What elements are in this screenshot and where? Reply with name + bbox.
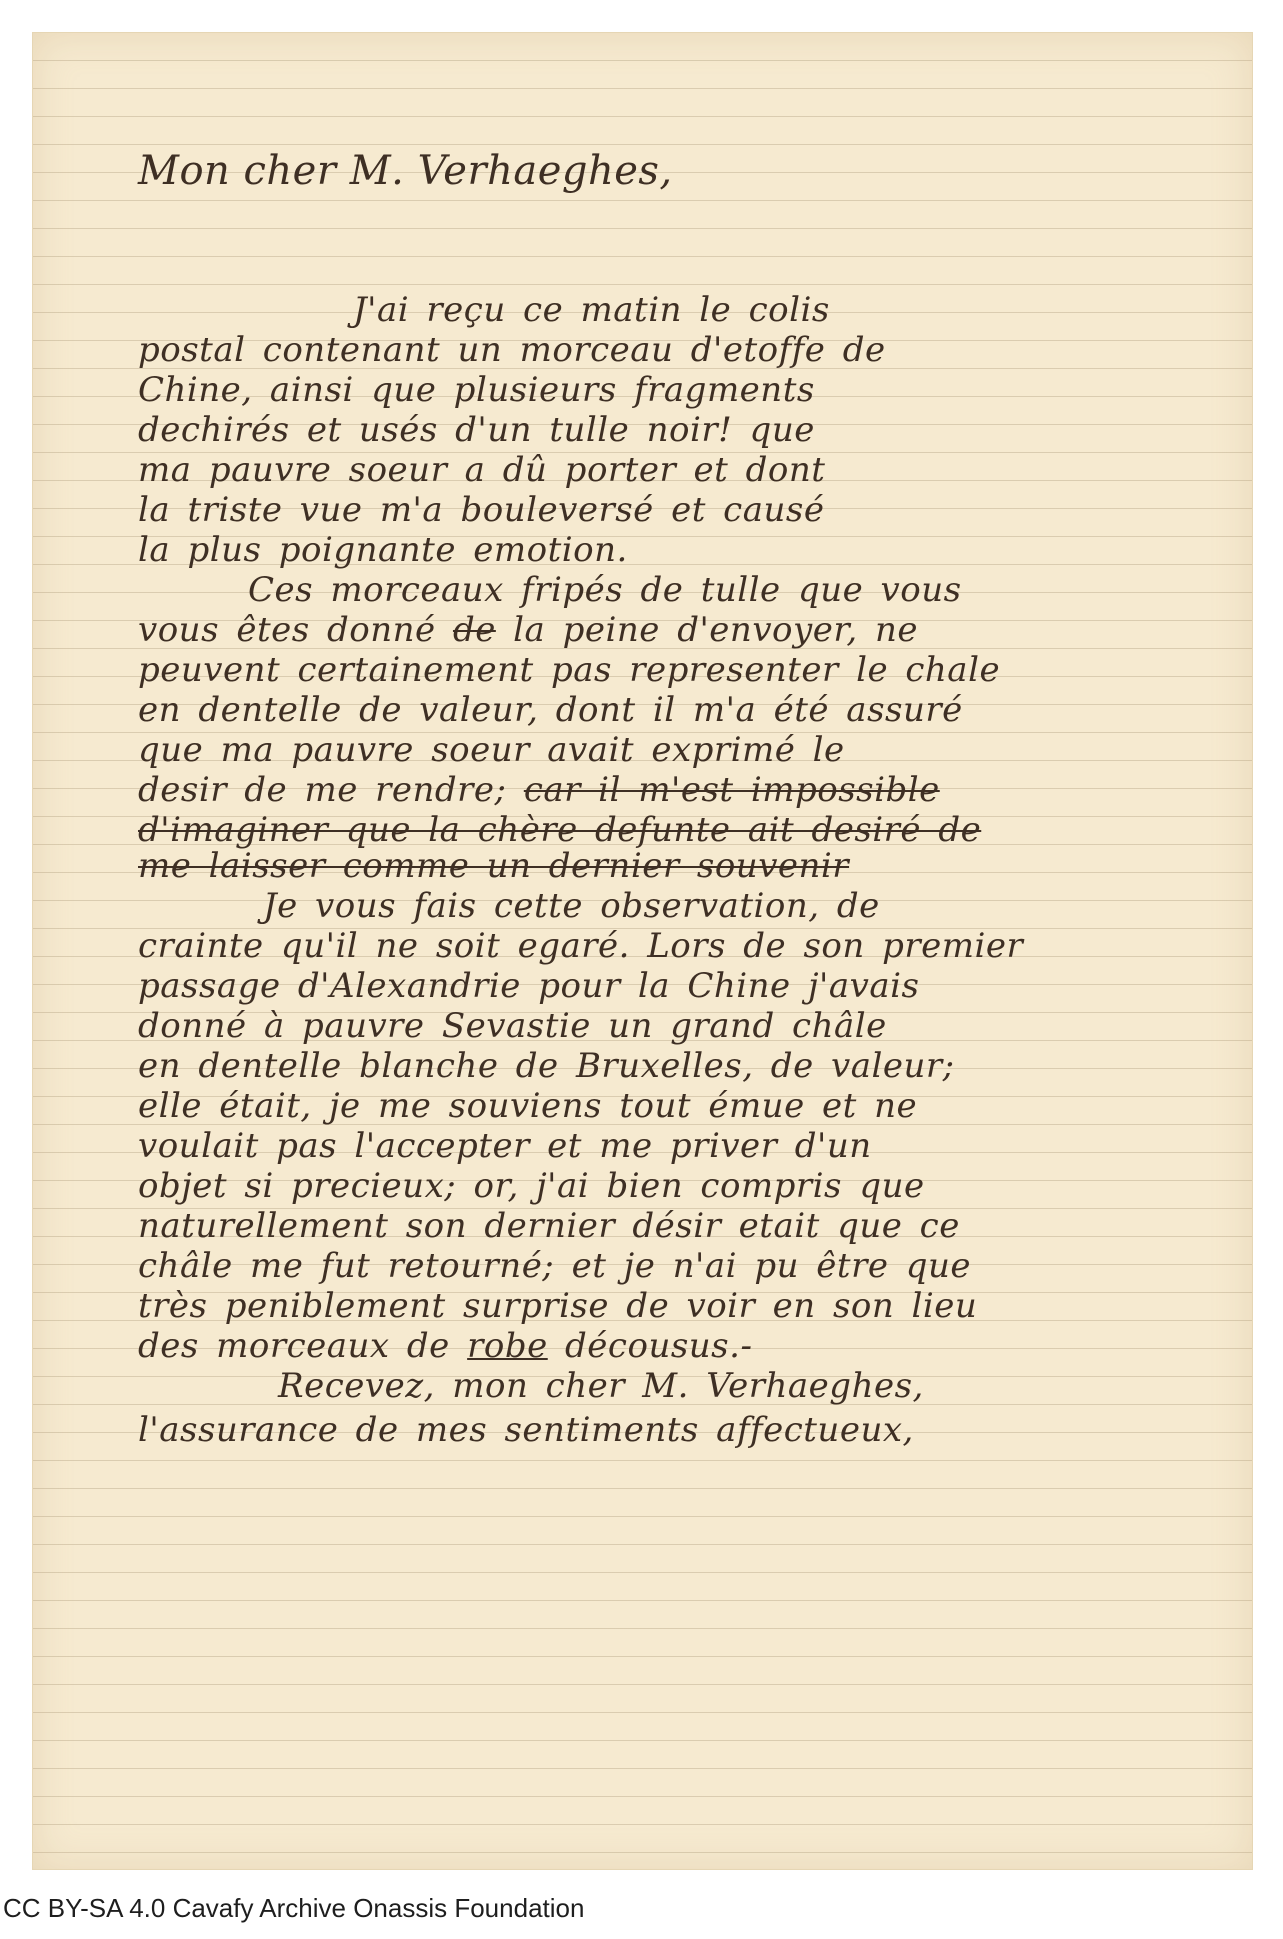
line-text: vous êtes donné bbox=[138, 610, 453, 650]
line-text: des morceaux de bbox=[138, 1326, 468, 1366]
line-text: la peine d'envoyer, ne bbox=[495, 610, 918, 650]
letter-line: la triste vue m'a bouleversé et causé bbox=[138, 490, 825, 530]
letter-salutation: Mon cher M. Verhaeghes, bbox=[138, 148, 673, 194]
letter-line bbox=[138, 846, 849, 886]
struck-through-text: d'imaginer que la chère defunte ait desiré de bbox=[138, 810, 982, 850]
underlined-word: robe bbox=[467, 1326, 548, 1366]
letter-line: très peniblement surprise de voir en son lieu bbox=[138, 1286, 978, 1326]
letter-line bbox=[138, 810, 981, 850]
letter-line: crainte qu'il ne soit egaré. Lors de son premier bbox=[138, 926, 1024, 966]
letter-line: en dentelle de valeur, dont il m'a été assuré bbox=[138, 690, 963, 730]
letter-line: elle était, je me souviens tout émue et ne bbox=[138, 1086, 918, 1126]
letter-line: Recevez, mon cher M. Verhaeghes, bbox=[278, 1366, 924, 1406]
letter-line bbox=[138, 610, 918, 650]
letter-line: voulait pas l'accepter et me priver d'un bbox=[138, 1126, 872, 1166]
letter-line: Je vous fais cette observation, de bbox=[263, 886, 880, 926]
letter-line: objet si precieux; or, j'ai bien compris que bbox=[138, 1166, 925, 1206]
letter-line: Chine, ainsi que plusieurs fragments bbox=[138, 370, 815, 410]
letter-line: que ma pauvre soeur avait exprimé le bbox=[138, 730, 845, 770]
letter-line bbox=[138, 1326, 752, 1366]
letter-line: postal contenant un morceau d'etoffe de bbox=[138, 330, 886, 370]
line-text: desir de me rendre; bbox=[138, 770, 524, 810]
struck-through-text: car il m'est impossible bbox=[523, 770, 940, 810]
letter-line bbox=[138, 770, 940, 810]
letter-line: Ces morceaux fripés de tulle que vous bbox=[248, 570, 962, 610]
letter-line: peuvent certainement pas representer le chale bbox=[138, 650, 1001, 690]
line-text: décousus.- bbox=[547, 1326, 753, 1366]
letter-line: dechirés et usés d'un tulle noir! que bbox=[138, 410, 815, 450]
letter-line: châle me fut retourné; et je n'ai pu être que bbox=[138, 1246, 972, 1286]
letter-line: donné à pauvre Sevastie un grand châle bbox=[138, 1006, 887, 1046]
license-caption: CC BY-SA 4.0 Cavafy Archive Onassis Foundation bbox=[3, 1893, 585, 1923]
struck-through-text: de bbox=[452, 610, 496, 650]
letter-line: la plus poignante emotion. bbox=[138, 530, 628, 570]
manuscript-page bbox=[32, 32, 1253, 1870]
letter-line: ma pauvre soeur a dû porter et dont bbox=[138, 450, 826, 490]
letter-line: l'assurance de mes sentiments affectueux, bbox=[138, 1410, 914, 1450]
letter-line: J'ai reçu ce matin le colis bbox=[353, 290, 830, 330]
letter-line: naturellement son dernier désir etait que ce bbox=[138, 1206, 960, 1246]
letter-line: passage d'Alexandrie pour la Chine j'avais bbox=[138, 966, 920, 1006]
letter-line: en dentelle blanche de Bruxelles, de valeur; bbox=[138, 1046, 955, 1086]
struck-through-text: me laisser comme un dernier souvenir bbox=[138, 846, 850, 886]
